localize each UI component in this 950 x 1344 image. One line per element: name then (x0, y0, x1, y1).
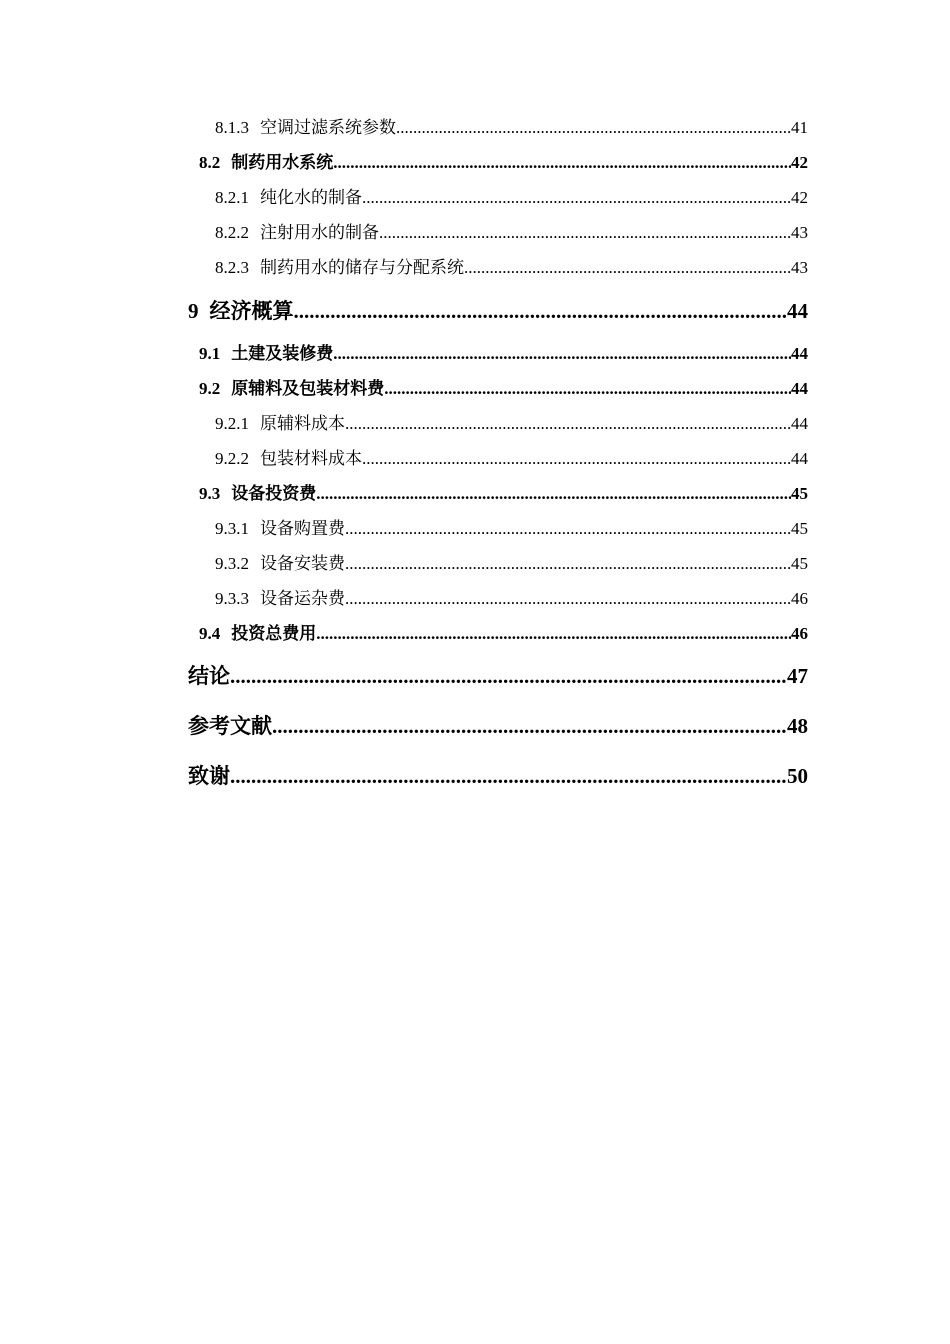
toc-entry-title: 制药用水系统 (231, 153, 334, 172)
toc-dot-leader (345, 546, 791, 581)
toc-entry-title: 投资总费用 (231, 624, 317, 643)
toc-entry-number: 8.2.2 (215, 223, 249, 242)
toc-entry-title: 参考文献 (188, 714, 272, 738)
toc-entry-title: 土建及装修费 (231, 344, 334, 363)
toc-entry-number: 9.2 (199, 379, 221, 398)
toc-dot-leader (272, 701, 787, 751)
toc-entry-number: 8.1.3 (215, 118, 249, 137)
toc-entry-title: 纯化水的制备 (260, 188, 362, 207)
toc-entry-9[interactable] (188, 286, 808, 336)
toc-entry-page: 47 (787, 664, 808, 688)
toc-entry-9-3-3[interactable] (188, 581, 808, 616)
toc-dot-leader (333, 145, 791, 180)
toc-entry-number: 9.2.1 (215, 414, 249, 433)
toc-entry-title: 空调过滤系统参数 (260, 118, 396, 137)
toc-dot-leader (464, 250, 791, 285)
toc-entry-8-2-1[interactable] (188, 180, 808, 215)
toc-entry-title: 经济概算 (209, 299, 294, 323)
toc-entry-number: 8.2.1 (215, 188, 249, 207)
toc-entry-page: 48 (787, 714, 808, 738)
toc-entry-number: 9 (188, 299, 199, 323)
toc-entry-title: 原辅料及包装材料费 (231, 379, 385, 398)
toc-entry-page: 50 (787, 764, 808, 788)
toc-dot-leader (396, 110, 791, 145)
toc-dot-leader (230, 651, 787, 701)
toc-entry-9-3-1[interactable] (188, 511, 808, 546)
toc-entry-title: 设备购置费 (260, 519, 345, 538)
toc-entry-acknowledgements[interactable] (188, 751, 808, 801)
toc-dot-leader (345, 581, 791, 616)
toc-entry-conclusion[interactable] (188, 651, 808, 701)
toc-entry-page: 44 (791, 379, 808, 398)
toc-entry-title: 制药用水的储存与分配系统 (260, 258, 464, 277)
toc-dot-leader (316, 476, 791, 511)
toc-entry-page: 46 (791, 589, 808, 608)
toc-entry-page: 45 (791, 519, 808, 538)
toc-entry-number: 9.2.2 (215, 449, 249, 468)
toc-entry-number: 8.2 (199, 153, 221, 172)
toc-entry-9-3-2[interactable] (188, 546, 808, 581)
toc-dot-leader (294, 286, 788, 336)
toc-entry-number: 9.4 (199, 624, 221, 643)
toc-entry-page: 42 (791, 153, 808, 172)
toc-dot-leader (362, 441, 791, 476)
toc-entry-9-2-2[interactable] (188, 441, 808, 476)
toc-dot-leader (362, 180, 791, 215)
toc-entry-9-4[interactable] (188, 616, 808, 651)
toc-entry-number: 8.2.3 (215, 258, 249, 277)
toc-entry-page: 45 (791, 484, 808, 503)
toc-entry-title: 设备安装费 (260, 554, 345, 573)
toc-entry-page: 43 (791, 258, 808, 277)
toc-dot-leader (333, 336, 791, 371)
toc-entry-page: 44 (791, 344, 808, 363)
toc-entry-page: 44 (791, 449, 808, 468)
toc-dot-leader (345, 511, 791, 546)
toc-entry-8-2-3[interactable] (188, 250, 808, 285)
toc-entry-page: 43 (791, 223, 808, 242)
toc-entry-title: 注射用水的制备 (260, 223, 379, 242)
toc-entry-title: 包装材料成本 (260, 449, 362, 468)
toc-entry-page: 45 (791, 554, 808, 573)
toc-entry-number: 9.3.3 (215, 589, 249, 608)
toc-dot-leader (384, 371, 791, 406)
toc-entry-9-2-1[interactable] (188, 406, 808, 441)
toc-entry-number: 9.1 (199, 344, 221, 363)
toc-entry-number: 9.3.1 (215, 519, 249, 538)
toc-entry-8-2[interactable] (188, 145, 808, 180)
toc-dot-leader (379, 215, 791, 250)
toc-dot-leader (316, 616, 791, 651)
toc-dot-leader (230, 751, 787, 801)
toc-entry-page: 46 (791, 624, 808, 643)
toc-entry-8-1-3[interactable] (188, 110, 808, 145)
toc-dot-leader (345, 406, 791, 441)
table-of-contents (188, 110, 808, 801)
toc-entry-page: 41 (791, 118, 808, 137)
toc-entry-9-2[interactable] (188, 371, 808, 406)
toc-entry-page: 44 (791, 414, 808, 433)
toc-entry-title: 致谢 (188, 764, 230, 788)
toc-entry-9-3[interactable] (188, 476, 808, 511)
toc-entry-number: 9.3 (199, 484, 221, 503)
toc-entry-9-1[interactable] (188, 336, 808, 371)
toc-entry-page: 44 (787, 299, 808, 323)
toc-entry-title: 结论 (188, 664, 230, 688)
toc-entry-title: 设备投资费 (231, 484, 317, 503)
toc-entry-page: 42 (791, 188, 808, 207)
toc-entry-title: 原辅料成本 (260, 414, 345, 433)
toc-entry-8-2-2[interactable] (188, 215, 808, 250)
toc-entry-references[interactable] (188, 701, 808, 751)
toc-entry-title: 设备运杂费 (260, 589, 345, 608)
toc-entry-number: 9.3.2 (215, 554, 249, 573)
